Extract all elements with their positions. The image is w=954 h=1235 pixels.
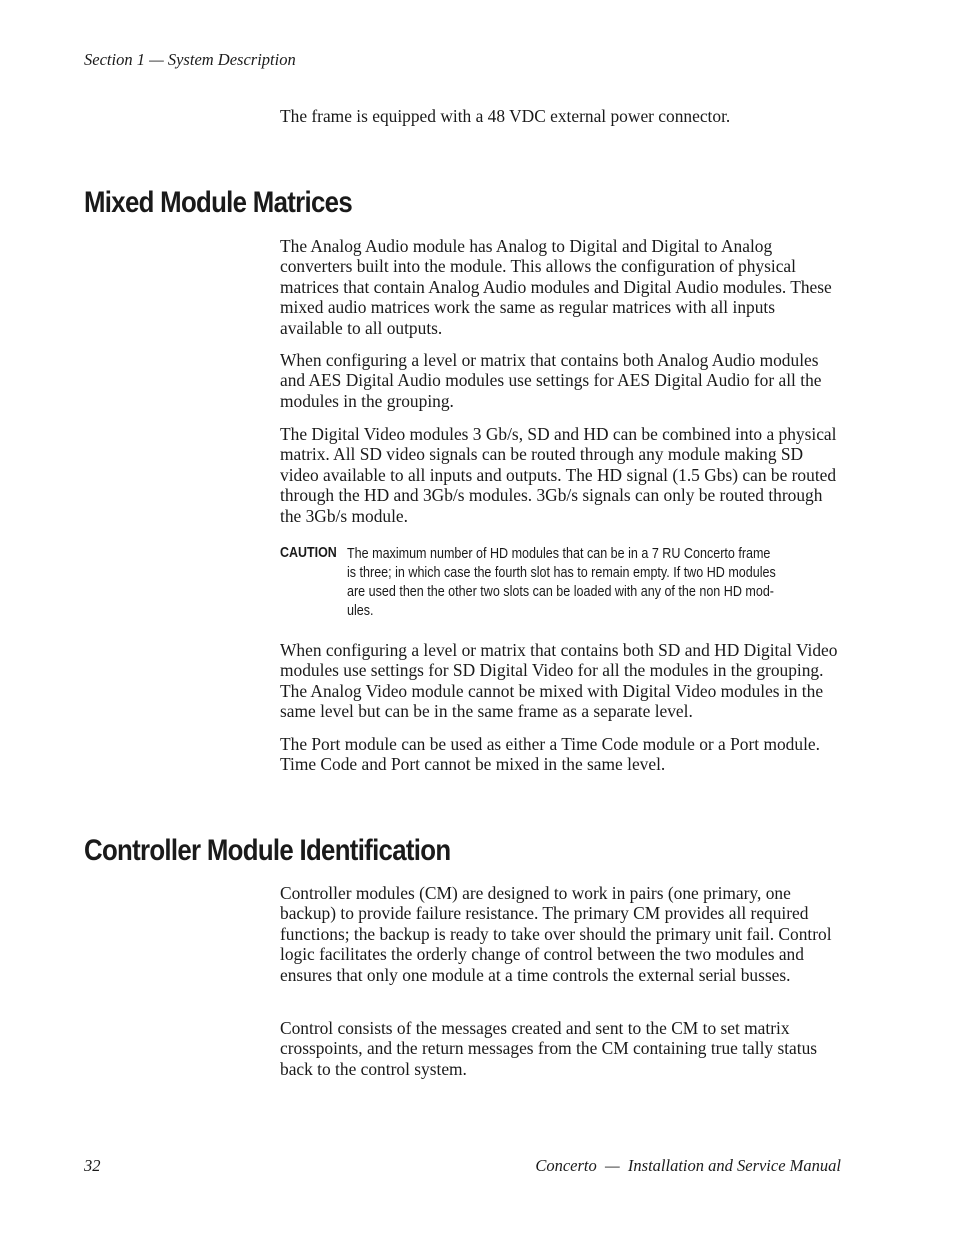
caution-line: The maximum number of HD modules that can be in a 7 RU Concerto frame bbox=[347, 546, 771, 562]
paragraph-text: Control consists of the messages created and sent to the CM to set matrix crosspoints, and the return messages from the CM containing true tally status back to the control system. bbox=[280, 1018, 818, 1079]
caution-line: is three; in which case the fourth slot has to remain empty. If two HD modules bbox=[347, 565, 776, 581]
paragraph-text: The Analog Audio module has Analog to Digital and Digital to Analog converters built into the module. This allows the configuration of physical matrices that contain Analog Audio modules and Digital Audio modules. These mixed audio matrices work the same as regular matrices with all inputs available to all outputs. bbox=[280, 236, 832, 338]
mixed-para-2 bbox=[280, 350, 842, 411]
mixed-para-3 bbox=[280, 424, 842, 526]
mixed-para-1 bbox=[280, 236, 842, 338]
mixed-para-5 bbox=[280, 734, 842, 775]
running-head: Section 1 — System Description bbox=[84, 50, 296, 69]
manual-title: Concerto — Installation and Service Manual bbox=[535, 1156, 841, 1175]
controller-para-1 bbox=[280, 883, 842, 985]
paragraph-text: The Digital Video modules 3 Gb/s, SD and HD can be combined into a physical matrix. All SD video signals can be routed through any module making SD video available to all inputs and outputs. The HD signal (1.5 Gbs) can be routed through the HD and 3Gb/s modules. 3Gb/s signals can only be routed through the 3Gb/s module. bbox=[280, 424, 837, 526]
paragraph-text: When configuring a level or matrix that contains both Analog Audio modules and AES Digital Audio modules use settings for AES Digital Audio for all the modules in the grouping. bbox=[280, 350, 822, 411]
paragraph-text: The Port module can be used as either a Time Code module or a Port module. Time Code and Port cannot be mixed in the same level. bbox=[280, 734, 820, 775]
mixed-para-4 bbox=[280, 640, 842, 722]
section-heading-mixed-module-matrices: Mixed Module Matrices bbox=[84, 186, 352, 219]
page-number: 32 bbox=[84, 1156, 101, 1175]
caution-label: CAUTION bbox=[280, 545, 337, 561]
caution-line: ules. bbox=[347, 603, 374, 619]
caution-line: are used then the other two slots can be loaded with any of the non HD mod- bbox=[347, 584, 774, 600]
section-heading-controller-module-identification: Controller Module Identification bbox=[84, 834, 451, 867]
intro-paragraph bbox=[280, 106, 842, 126]
intro-text: The frame is equipped with a 48 VDC external power connector. bbox=[280, 106, 731, 126]
controller-para-2 bbox=[280, 1018, 842, 1079]
paragraph-text: When configuring a level or matrix that contains both SD and HD Digital Video modules use settings for SD Digital Video for all the modules in the grouping. The Analog Video module cannot be mixed with Digital Video modules in the same level but can be in the same frame as a separate level. bbox=[280, 640, 838, 722]
caution-text bbox=[347, 545, 805, 621]
paragraph-text: Controller modules (CM) are designed to work in pairs (one primary, one backup) to provide failure resistance. The primary CM provides all required functions; the backup is ready to take over should the primary unit fail. Control logic facilitates the orderly change of control between the two modules and ensures that only one module at a time controls the external serial busses. bbox=[280, 883, 832, 985]
